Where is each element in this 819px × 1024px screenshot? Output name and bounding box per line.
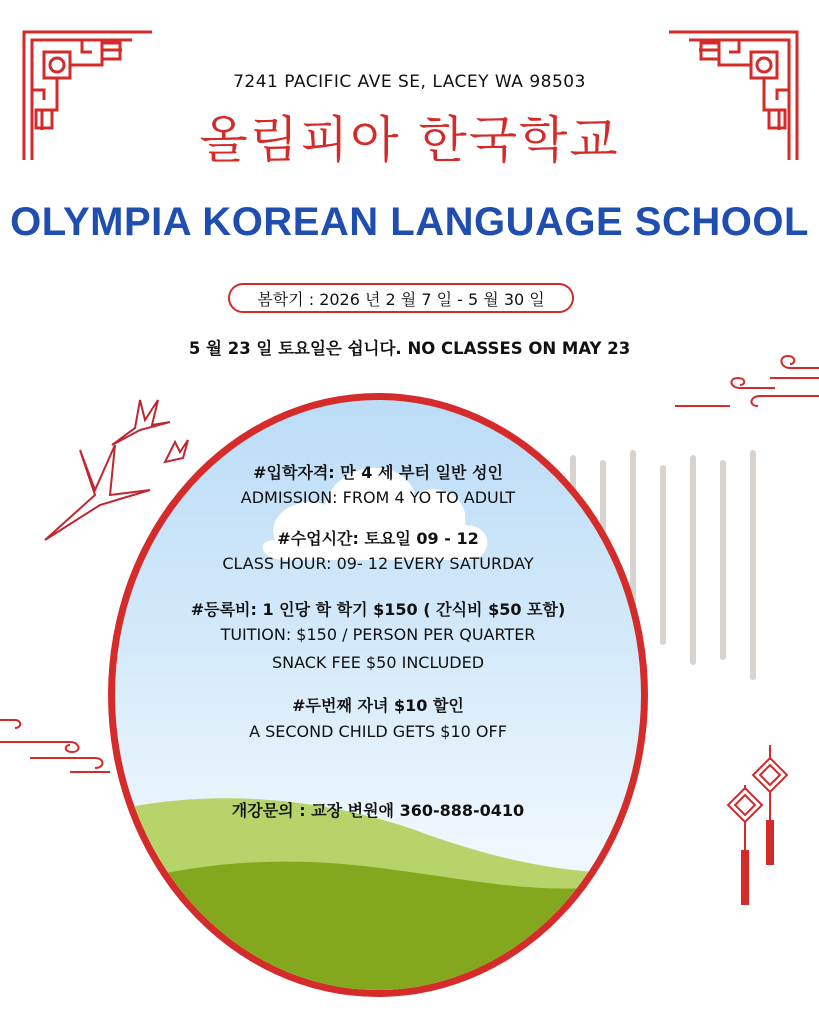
class-hour-korean: #수업시간: 토요일 09 - 12 [277, 529, 479, 548]
sibling-discount-english: A SECOND CHILD GETS $10 OFF [249, 722, 507, 741]
contact-info: 개강문의 : 교장 변원애 360-888-0410 [231, 801, 525, 820]
admission-english: ADMISSION: FROM 4 YO TO ADULT [240, 488, 516, 507]
holiday-notice: 5 월 23 일 토요일은 쉽니다. NO CLASSES ON MAY 23 [188, 339, 631, 358]
korean-knot-ornament-icon [725, 745, 795, 910]
snack-fee: SNACK FEE $50 INCLUDED [271, 653, 485, 672]
class-hour-english: CLASS HOUR: 09- 12 EVERY SATURDAY [222, 554, 534, 573]
english-school-name: OLYMPIA KOREAN LANGUAGE SCHOOL [10, 200, 809, 244]
cloud-swirl-left-icon [0, 710, 110, 780]
spring-term-dates: 봄학기 : 2026 년 2 월 7 일 - 5 월 30 일 [228, 283, 574, 313]
sibling-discount-korean: #두번째 자녀 $10 할인 [292, 696, 464, 715]
admission-korean: #입학자격: 만 4 세 부터 일반 성인 [253, 463, 503, 482]
tuition-korean: #등록비: 1 인당 학 학기 $150 ( 간식비 $50 포함) [190, 600, 566, 619]
school-address: 7241 PACIFIC AVE SE, LACEY WA 98503 [233, 72, 586, 92]
cloud-swirl-right-icon [670, 350, 819, 420]
tuition-english: TUITION: $150 / PERSON PER QUARTER [220, 625, 536, 644]
korean-school-name: 올림피아 한국학교 [199, 111, 620, 169]
